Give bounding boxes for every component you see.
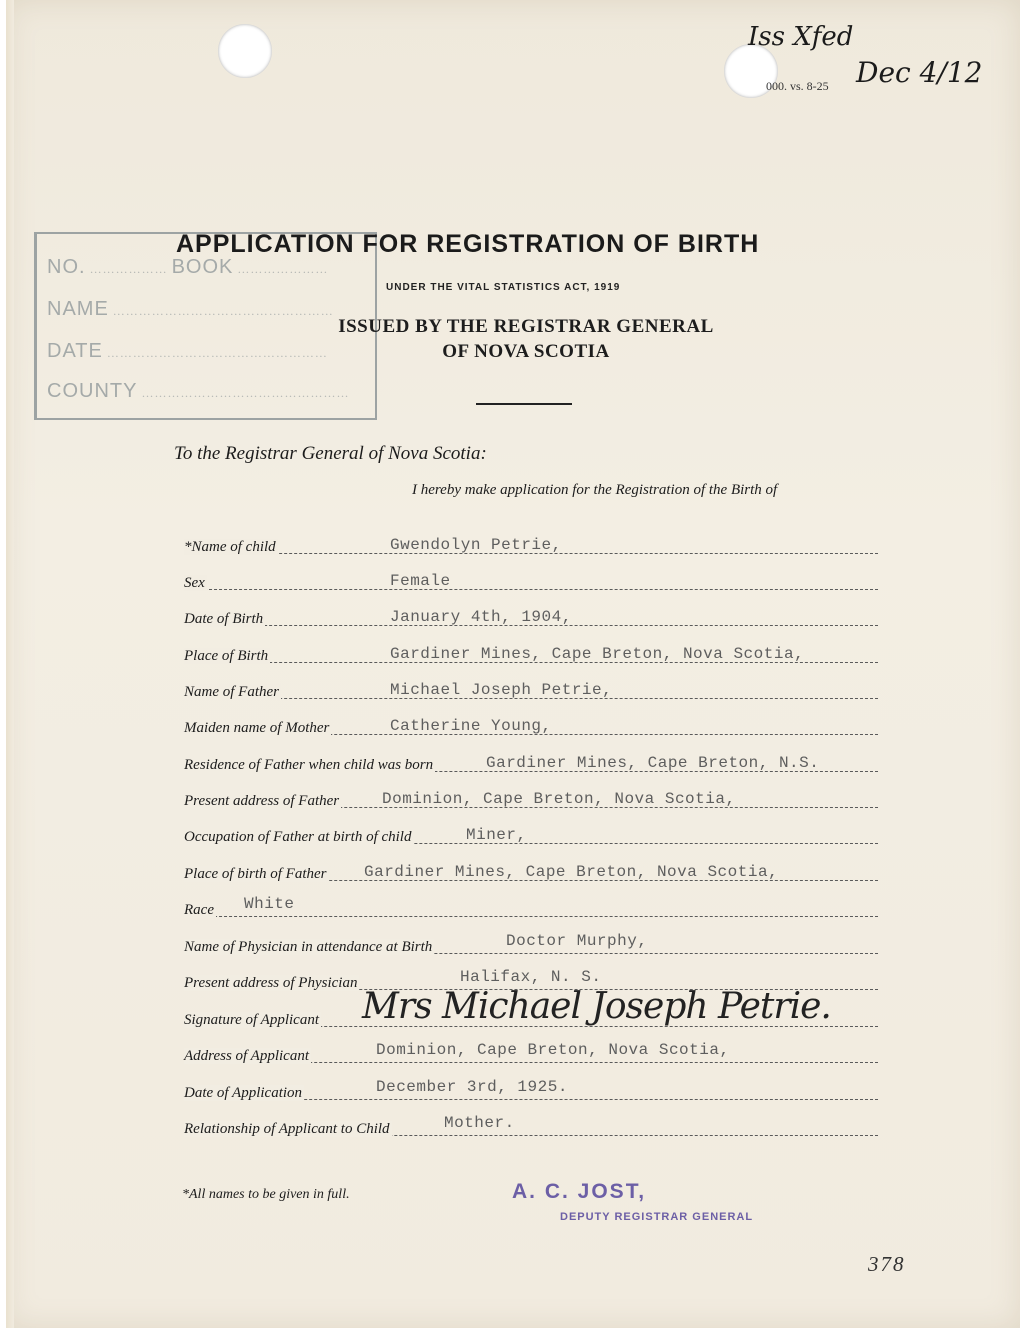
field-value: December 3rd, 1925. xyxy=(376,1078,568,1096)
field-row-maiden-name-of-mother xyxy=(184,709,878,739)
field-underline xyxy=(184,589,878,590)
field-label: Present address of Physician xyxy=(184,975,358,991)
field-label: Relationship of Applicant to Child xyxy=(184,1121,390,1137)
field-underline xyxy=(184,916,878,917)
addressee-line: To the Registrar General of Nova Scotia: xyxy=(174,443,487,464)
field-row-place-of-birth-of-father xyxy=(184,855,878,885)
field-row-occupation-of-father xyxy=(184,818,878,848)
document-page xyxy=(6,0,1020,1328)
stamp-county-label: COUNTY xyxy=(47,380,138,402)
field-row-relationship-to-child xyxy=(184,1110,878,1140)
application-statement: I hereby make application for the Registration of the Birth of xyxy=(412,482,778,498)
stamp-dots: ………………… xyxy=(237,262,329,276)
field-row-address-of-applicant xyxy=(184,1037,878,1067)
field-row-name-of-physician xyxy=(184,928,878,958)
field-label: Name of Father xyxy=(184,684,279,700)
field-row-sex xyxy=(184,564,878,594)
issued-by-line1: ISSUED BY THE REGISTRAR GENERAL xyxy=(338,316,714,337)
field-row-place-of-birth xyxy=(184,637,878,667)
field-row-date-of-birth xyxy=(184,600,878,630)
act-subtitle: UNDER THE VITAL STATISTICS ACT, 1919 xyxy=(386,282,621,293)
field-value: Miner, xyxy=(466,826,527,844)
field-row-race xyxy=(184,891,878,921)
paper-edge xyxy=(6,0,14,1328)
stamp-date-label: DATE xyxy=(47,340,103,362)
field-label: Name of Physician in attendance at Birth xyxy=(184,939,433,955)
field-label: Place of birth of Father xyxy=(184,866,327,882)
field-value: Female xyxy=(390,572,451,590)
stamp-book-label: BOOK xyxy=(171,256,234,278)
handwritten-note-top: Iss Xfed xyxy=(748,22,854,52)
title-rule xyxy=(476,403,572,405)
form-code: 000. vs. 8-25 xyxy=(766,79,829,93)
footnote: *All names to be given in full. xyxy=(182,1187,350,1202)
page-number: 378 xyxy=(868,1252,906,1276)
field-label: Address of Applicant xyxy=(184,1048,309,1064)
stamp-dots: …………………………………………… xyxy=(106,346,328,360)
field-label: Present address of Father xyxy=(184,793,340,809)
field-label: Date of Birth xyxy=(184,611,264,627)
field-value: Gwendolyn Petrie, xyxy=(390,536,562,554)
field-value: January 4th, 1904, xyxy=(390,608,572,626)
field-value: Dominion, Cape Breton, Nova Scotia, xyxy=(376,1041,730,1059)
registrar-stamp-name: A. C. JOST, xyxy=(512,1180,647,1203)
stamp-no-label: NO. xyxy=(47,256,86,278)
field-row-present-address-of-father xyxy=(184,782,878,812)
field-value: Gardiner Mines, Cape Breton, Nova Scotia, xyxy=(364,863,779,881)
field-value: Dominion, Cape Breton, Nova Scotia, xyxy=(382,790,736,808)
field-value: Gardiner Mines, Cape Breton, Nova Scotia, xyxy=(390,645,805,663)
field-row-name-of-child xyxy=(184,528,878,558)
handwritten-note-date: Dec 4/12 xyxy=(856,56,983,89)
field-label: Place of Birth xyxy=(184,648,269,664)
field-label: Residence of Father when child was born xyxy=(184,757,434,773)
field-label: Maiden name of Mother xyxy=(184,720,330,736)
field-row-name-of-father xyxy=(184,673,878,703)
stamp-name-label: NAME xyxy=(47,298,109,320)
stamp-dots: ……………… xyxy=(89,262,172,276)
field-value: Halifax, N. S. xyxy=(460,968,602,986)
field-value: Catherine Young, xyxy=(390,717,552,735)
issued-by-line2: OF NOVA SCOTIA xyxy=(442,341,610,362)
field-label: Occupation of Father at birth of child xyxy=(184,829,412,845)
form-title: APPLICATION FOR REGISTRATION OF BIRTH xyxy=(176,230,760,258)
field-label: Race xyxy=(184,902,214,918)
field-label: Sex xyxy=(184,575,205,591)
field-value: Gardiner Mines, Cape Breton, N.S. xyxy=(486,754,820,772)
applicant-signature: Mrs Michael Joseph Petrie. xyxy=(362,986,831,1027)
field-label: Signature of Applicant xyxy=(184,1012,319,1028)
stamp-dots: ………………………………………… xyxy=(141,386,350,400)
field-value: White xyxy=(244,895,295,913)
field-label: *Name of child xyxy=(184,539,276,555)
stamp-dots: …………………………………………… xyxy=(112,304,334,318)
punch-hole-left xyxy=(218,24,272,78)
registrar-stamp-role: DEPUTY REGISTRAR GENERAL xyxy=(560,1211,754,1223)
field-value: Doctor Murphy, xyxy=(506,932,648,950)
field-row-date-of-application xyxy=(184,1074,878,1104)
field-value: Michael Joseph Petrie, xyxy=(390,681,613,699)
field-label: Date of Application xyxy=(184,1085,303,1101)
field-value: Mother. xyxy=(444,1114,515,1132)
field-row-residence-of-father xyxy=(184,746,878,776)
